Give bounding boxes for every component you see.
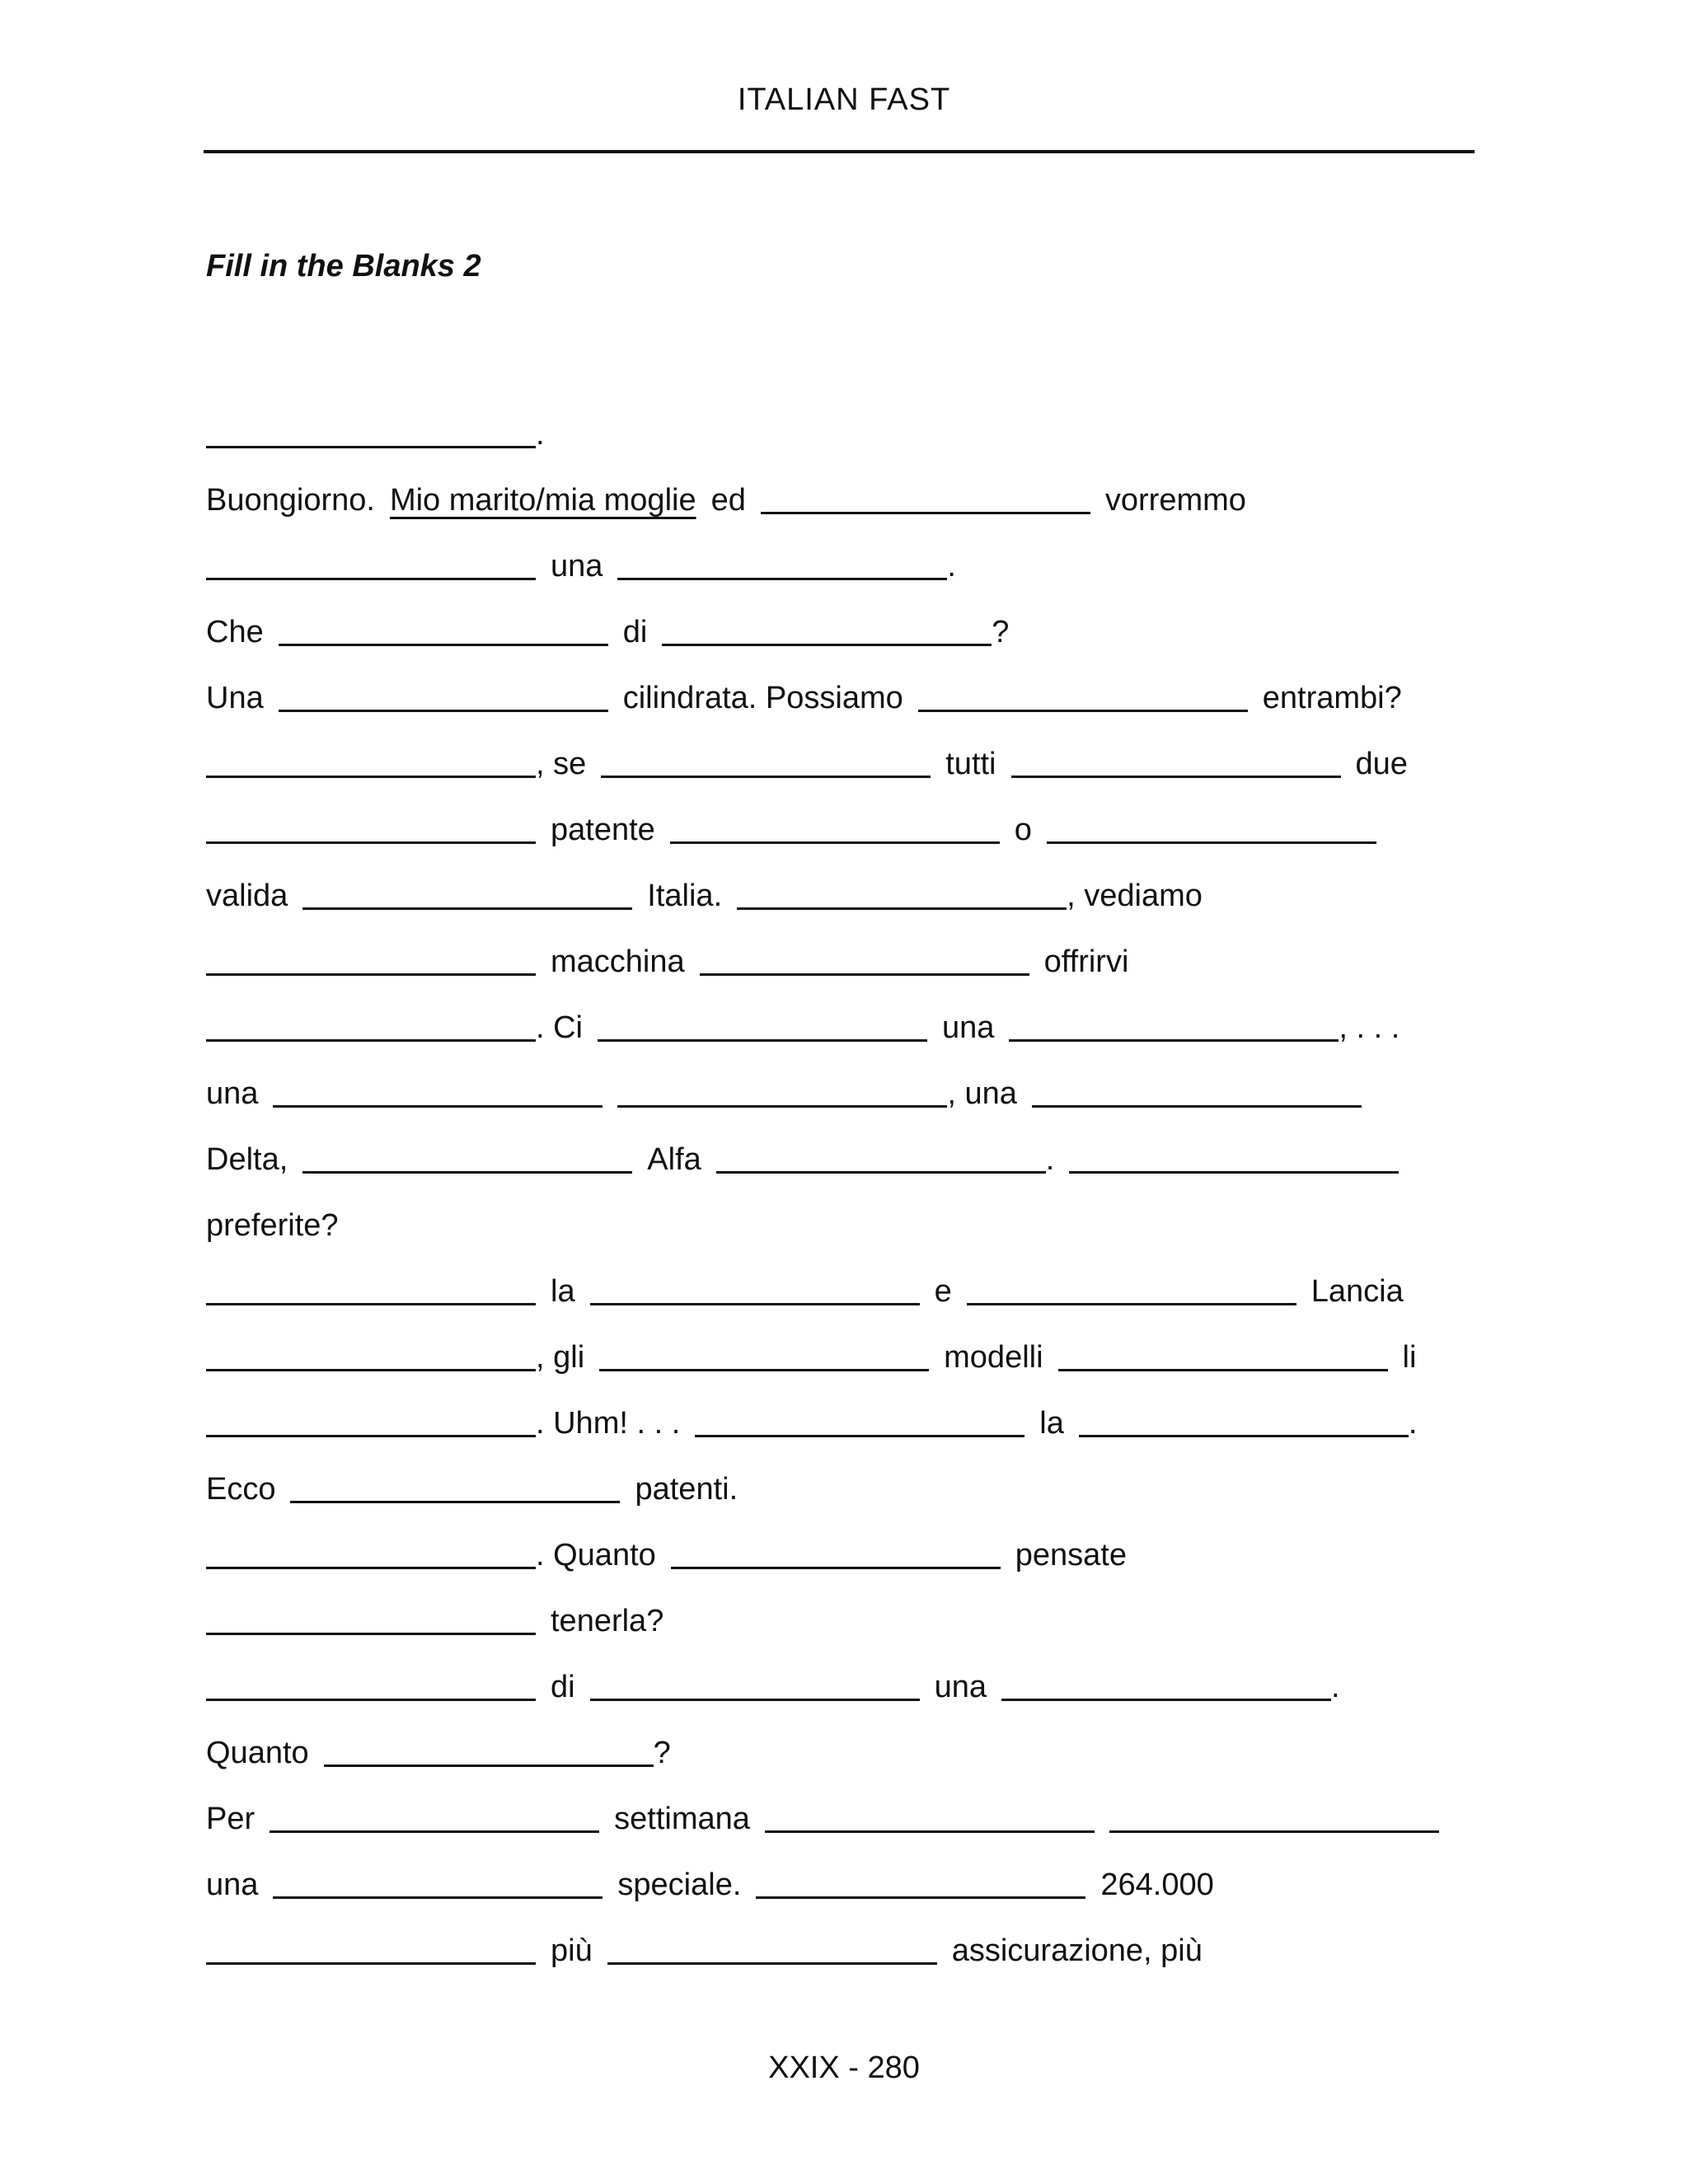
page-number: XXIX - 280 (768, 2050, 920, 2085)
exercise-text: preferite? (206, 1208, 339, 1243)
answer-blank[interactable] (206, 775, 536, 778)
exercise-text: modelli (944, 1340, 1043, 1375)
answer-blank[interactable] (206, 972, 536, 976)
answer-blank[interactable] (206, 841, 536, 844)
answer-blank[interactable] (1001, 1698, 1331, 1701)
exercise-text: Ecco (206, 1472, 276, 1507)
exercise-text: 264.000 (1100, 1868, 1214, 1902)
exercise-line (206, 519, 1475, 585)
exercise-line (206, 387, 1475, 453)
answer-blank[interactable] (700, 972, 1029, 976)
exercise-line (206, 1442, 1475, 1508)
answer-blank[interactable] (270, 1830, 599, 1833)
exercise-text: vorremmo (1104, 483, 1246, 518)
answer-blank[interactable] (206, 1961, 536, 1965)
answer-blank[interactable] (601, 775, 931, 778)
answer-blank[interactable] (273, 1104, 603, 1108)
fill-in-exercise (206, 387, 1475, 1970)
exercise-line (206, 915, 1475, 981)
exercise-text: tutti (945, 747, 996, 781)
exercise-text: la (551, 1274, 575, 1309)
answer-blank[interactable] (761, 511, 1090, 514)
exercise-text: Delta, (206, 1142, 288, 1177)
exercise-text: . Ci (536, 1010, 583, 1045)
header-divider (204, 150, 1475, 153)
exercise-text: Che (206, 615, 264, 649)
answer-blank[interactable] (273, 1896, 603, 1899)
answer-blank[interactable] (1011, 775, 1341, 778)
answer-blank[interactable] (590, 1302, 920, 1305)
exercise-text: la (1039, 1406, 1064, 1441)
exercise-text: Lancia (1311, 1274, 1404, 1309)
exercise-line (206, 849, 1475, 915)
answer-blank[interactable] (617, 577, 947, 580)
answer-blank[interactable] (716, 1170, 1046, 1174)
answer-blank[interactable] (695, 1434, 1025, 1437)
answer-blank[interactable] (918, 709, 1248, 712)
answer-blank[interactable] (1058, 1368, 1388, 1371)
exercise-text: . (1330, 1670, 1340, 1704)
exercise-text: offrirvi (1043, 944, 1129, 979)
exercise-text: . (536, 417, 545, 452)
exercise-text: pensate (1015, 1538, 1127, 1572)
exercise-text: tenerla? (551, 1604, 664, 1638)
exercise-text: o (1014, 813, 1032, 847)
exercise-text: . (1045, 1142, 1055, 1177)
exercise-text: , se (536, 747, 587, 781)
exercise-text: , una (947, 1076, 1017, 1111)
exercise-text: Alfa (647, 1142, 701, 1177)
exercise-text: . (1408, 1406, 1418, 1441)
answer-blank[interactable] (671, 1566, 1001, 1569)
exercise-text: . Quanto (536, 1538, 656, 1572)
exercise-text: e (934, 1274, 952, 1309)
exercise-line (206, 1310, 1475, 1376)
exercise-text: , vediamo (1067, 879, 1203, 913)
answer-blank[interactable] (765, 1830, 1095, 1833)
exercise-text: Buongiorno. (206, 483, 375, 518)
answer-blank[interactable] (1069, 1170, 1399, 1174)
exercise-line (206, 1047, 1475, 1113)
exercise-line (206, 1376, 1475, 1442)
exercise-line (206, 717, 1475, 783)
exercise-text: . Uhm! . . . (536, 1406, 681, 1441)
exercise-line (206, 1574, 1475, 1640)
exercise-text: assicurazione, più (951, 1933, 1203, 1968)
exercise-line (206, 1508, 1475, 1574)
answer-blank[interactable] (324, 1764, 654, 1767)
exercise-text: , gli (536, 1340, 585, 1375)
exercise-text: una (206, 1868, 259, 1902)
answer-blank[interactable] (279, 709, 608, 712)
answer-blank[interactable] (1109, 1830, 1439, 1833)
exercise-text: li (1402, 1340, 1417, 1375)
answer-blank[interactable] (1047, 841, 1376, 844)
exercise-text: più (551, 1933, 593, 1968)
exercise-text: ? (653, 1736, 671, 1770)
exercise-text: Quanto (206, 1736, 309, 1770)
exercise-line (206, 1706, 1475, 1772)
exercise-text: , . . . (1339, 1010, 1400, 1045)
exercise-line (206, 1838, 1475, 1904)
exercise-text: macchina (551, 944, 685, 979)
answer-blank[interactable] (617, 1104, 947, 1108)
exercise-text: patente (551, 813, 655, 847)
answer-blank[interactable] (206, 1434, 536, 1437)
exercise-line (206, 1640, 1475, 1706)
answer-blank[interactable] (290, 1500, 620, 1503)
exercise-text: due (1355, 747, 1408, 781)
exercise-text: una (942, 1010, 995, 1045)
exercise-text: settimana (614, 1802, 750, 1836)
exercise-text: . (947, 549, 956, 583)
answer-blank[interactable] (967, 1302, 1296, 1305)
exercise-text: speciale. (617, 1868, 742, 1902)
exercise-text: una (551, 549, 603, 583)
answer-blank[interactable] (206, 1566, 536, 1569)
exercise-line (206, 1904, 1475, 1970)
exercise-line (206, 1244, 1475, 1310)
exercise-line (206, 453, 1475, 519)
exercise-line (206, 1179, 1475, 1244)
exercise-line (206, 783, 1475, 849)
exercise-text: ? (992, 615, 1010, 649)
exercise-text: valida (206, 879, 288, 913)
exercise-text: patenti. (635, 1472, 738, 1507)
answer-blank[interactable] (206, 445, 536, 448)
section-title: Fill in the Blanks 2 (206, 249, 481, 284)
exercise-text: Mio marito/mia moglie (389, 483, 696, 518)
answer-blank[interactable] (1032, 1104, 1362, 1108)
answer-blank[interactable] (206, 1302, 536, 1305)
exercise-text: Italia. (647, 879, 723, 913)
answer-blank[interactable] (1009, 1038, 1339, 1042)
exercise-text: di (551, 1670, 575, 1704)
answer-blank[interactable] (206, 1632, 536, 1635)
exercise-line (206, 1113, 1475, 1179)
answer-blank[interactable] (670, 841, 1000, 844)
exercise-text: una (206, 1076, 259, 1111)
exercise-text: Per (206, 1802, 256, 1836)
exercise-text: entrambi? (1262, 681, 1402, 715)
exercise-line (206, 585, 1475, 651)
answer-blank[interactable] (607, 1961, 937, 1965)
answer-blank[interactable] (1079, 1434, 1409, 1437)
answer-blank[interactable] (279, 643, 608, 646)
exercise-text: Una (206, 681, 264, 715)
answer-blank[interactable] (302, 907, 632, 910)
exercise-line (206, 1772, 1475, 1838)
exercise-line (206, 981, 1475, 1047)
answer-blank[interactable] (737, 907, 1067, 910)
exercise-text: cilindrata. Possiamo (622, 681, 903, 715)
answer-blank[interactable] (599, 1368, 929, 1371)
answer-blank[interactable] (206, 1368, 536, 1371)
answer-blank[interactable] (206, 1698, 536, 1701)
answer-blank[interactable] (206, 577, 536, 580)
exercise-text: di (622, 615, 648, 649)
page-header: ITALIAN FAST (737, 82, 951, 117)
answer-blank[interactable] (756, 1896, 1085, 1899)
exercise-text: ed (710, 483, 746, 518)
answer-blank[interactable] (590, 1698, 920, 1701)
answer-blank[interactable] (302, 1170, 632, 1174)
exercise-line (206, 651, 1475, 717)
answer-blank[interactable] (662, 643, 992, 646)
answer-blank[interactable] (206, 1038, 536, 1042)
exercise-text: una (934, 1670, 987, 1704)
answer-blank[interactable] (598, 1038, 927, 1042)
